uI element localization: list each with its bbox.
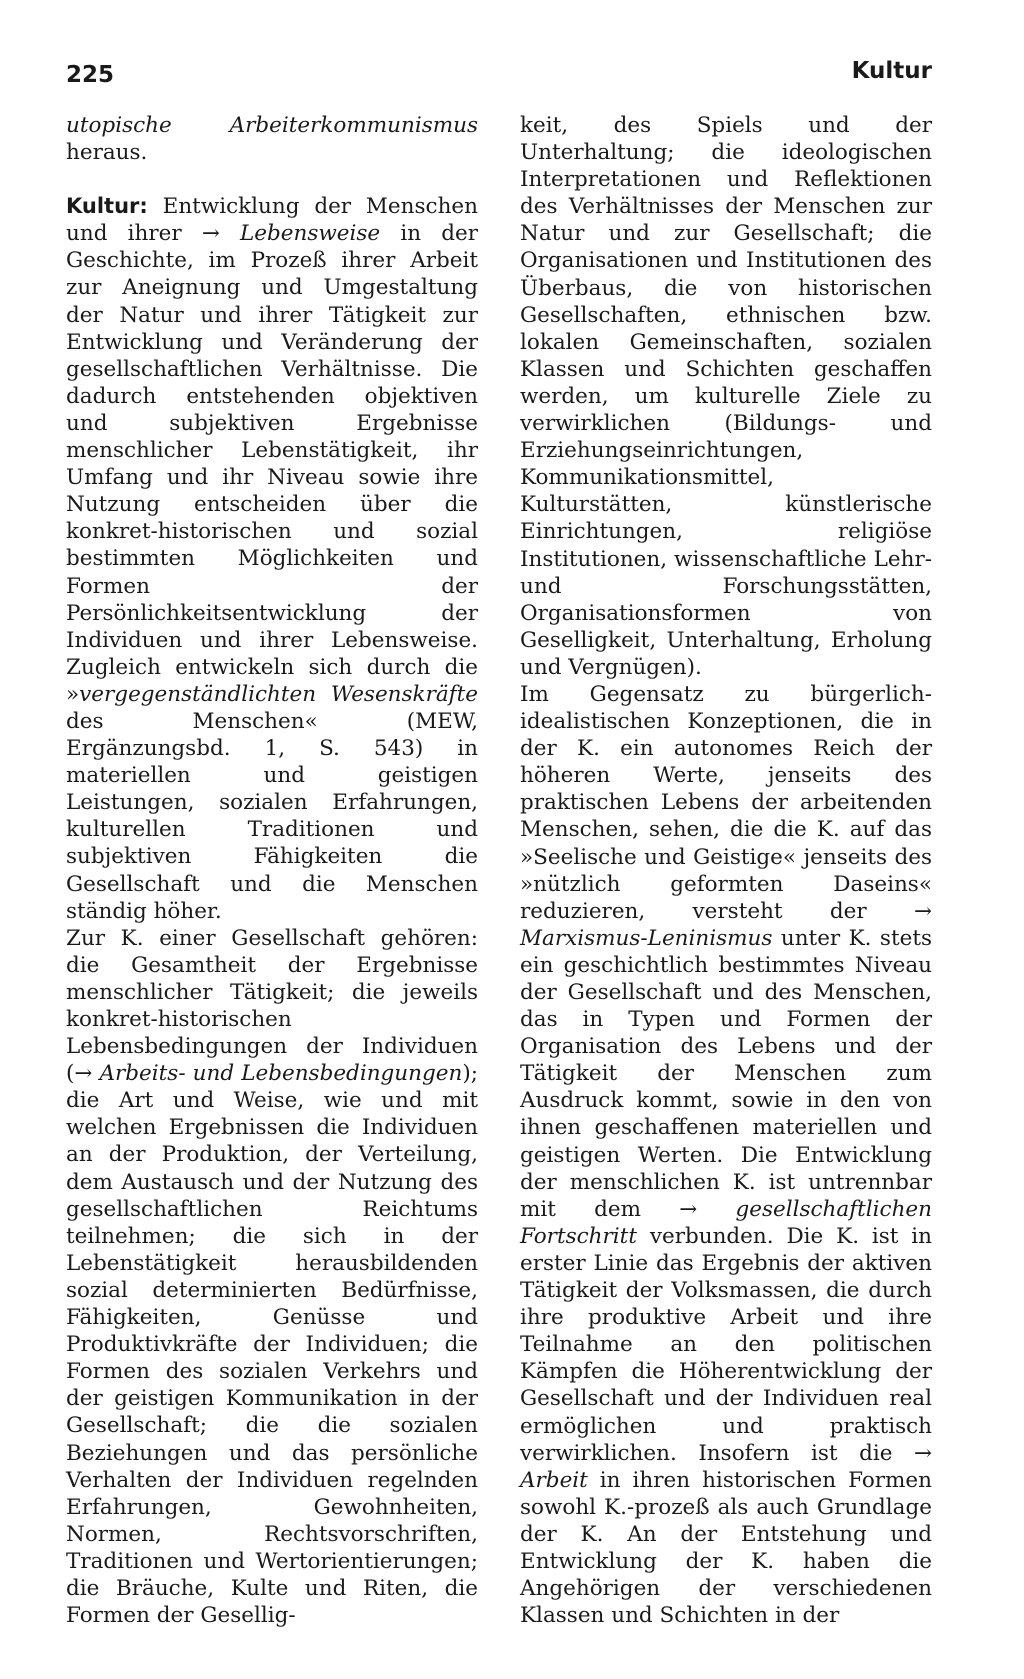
paragraph — [520, 112, 932, 681]
text-run: Zur K. einer Gesellschaft gehören: die Gesamtheit der Ergebnisse menschlicher Tätigkeit; die jeweils konkret-historischen Lebensbedingungen der Individuen (→ — [66, 925, 478, 1087]
paragraph — [520, 681, 932, 1629]
text-run: verbunden. Die K. ist in erster Linie das Ergebnis der aktiven Tätigkeit der Volksmassen, die durch ihre produktive Arbeit und ihre Teilnahme an den politischen Kämpfen die Höherentwicklung der Gesellschaft und der Individuen real ermöglichen und praktisch verwirklichen. Insofern ist die → — [520, 1223, 932, 1466]
italic-term: utopische Arbeiterkommunismus — [66, 113, 478, 138]
text-run: heraus. — [66, 140, 148, 166]
cross-reference: Arbeits- und Lebensbedingungen — [99, 1061, 463, 1087]
text-run: unter K. stets ein geschichtlich bestimmtes Niveau der Gesellschaft und des Menschen, das in Typen und Formen der Organisation des Lebens und der Tätigkeit der Menschen zum Ausdruck kommt, sowie in den von ihnen geschaffenen materiellen und geistigen Werten. Die Entwicklung der menschlichen K. ist untrennbar mit dem → — [520, 925, 932, 1222]
text-run: Im Gegensatz zu bürgerlich-idealistischen Konzeptionen, die in der K. ein autonomes Reich der höheren Werte, jenseits des praktischen Lebens der arbeitenden Menschen, sehen, die die K. auf das »Seelische und Geistige« jenseits des »nützlich geformten Daseins« reduzieren, versteht der → — [520, 681, 932, 924]
text-run: Entwicklung der Menschen und ihrer → — [66, 194, 478, 247]
paragraph-continuation — [66, 112, 478, 166]
text-run: in ihren historischen Formen sowohl K.-prozeß als auch Grundlage der K. An der Entstehung und Entwicklung der K. haben die Angehörigen der verschiedenen Klassen und Schichten in der — [520, 1467, 932, 1629]
paragraph-gap — [66, 166, 478, 193]
italic-term: vergegenständlichten Wesenskräfte — [79, 681, 478, 707]
cross-reference: Marxismus-Leninismus — [520, 925, 773, 951]
text-run: keit, des Spiels und der Unterhaltung; die ideologischen Interpretationen und Reflektionen des Verhältnisses der Menschen zur Natur und zur Gesellschaft; die Organisationen und Institutionen des Überbaus, die von historischen Gesellschaften, ethnischen bzw. lokalen Gemeinschaften, sozialen Klassen und Schichten geschaffen werden, um kulturelle Ziele zu verwirklichen (Bildungs- und Erziehungseinrichtungen, Kommunikationsmittel, Kulturstätten, künstlerische Einrichtungen, religiöse Institutionen, wissenschaftliche Lehr- und Forschungsstätten, Organisationsformen von Geselligkeit, Unterhaltung, Erholung und Vergnügen). — [520, 113, 932, 680]
page-number: 225 — [66, 62, 115, 88]
text-run: ); die Art und Weise, wie und mit welchen Ergebnissen die Individuen an der Produktion, der Verteilung, dem Austausch und der Nutzung des gesellschaftlichen Reichtums teilnehmen; die sich in der Lebenstätigkeit herausbildenden sozial determinierten Bedürfnisse, Fähigkeiten, Genüsse und Produktivkräfte der Individuen; die Formen des sozialen Verkehrs und der geistigen Kommunikation in der Gesellschaft; die die sozialen Beziehungen und das persönliche Verhalten der Individuen regelnden Erfahrungen, Gewohnheiten, Normen, Rechtsvorschriften, Traditionen und Wertorientierungen; die Bräuche, Kulte und Riten, die Formen der Gesellig- — [66, 1061, 478, 1629]
page-header — [66, 52, 932, 92]
running-head: Kultur — [851, 58, 932, 84]
cross-reference: Lebensweise — [240, 221, 381, 247]
entry-keyword: Kultur: — [66, 194, 148, 219]
text-run: des Menschen« (MEW, Ergänzungsbd. 1, S. 543) in materiellen und geistigen Leistungen, sozialen Erfahrungen, kulturellen Traditionen und subjektiven Fähigkeiten die Gesellschaft und die Menschen ständig höher. — [66, 708, 478, 924]
left-column — [66, 112, 478, 1629]
right-column — [520, 112, 932, 1629]
cross-reference: Arbeit — [520, 1467, 588, 1493]
entry-kultur — [66, 193, 478, 925]
text-run: in der Geschichte, im Prozeß ihrer Arbeit zur Aneignung und Umgestaltung der Natur und ihrer Tätigkeit zur Entwicklung und Veränderung der gesellschaftlichen Verhältnisse. Die dadurch entstehenden objektiven und subjektiven Ergebnisse menschlicher Lebenstätigkeit, ihr Umfang und ihr Niveau sowie ihre Nutzung entscheiden über die konkret-historischen und sozial bestimmten Möglichkeiten und Formen der Persönlichkeitsentwicklung der Individuen und ihrer Lebensweise. Zugleich entwickeln sich durch die » — [66, 221, 478, 707]
cross-reference: gesellschaftlichen Fortschritt — [520, 1196, 932, 1249]
paragraph — [66, 925, 478, 1629]
